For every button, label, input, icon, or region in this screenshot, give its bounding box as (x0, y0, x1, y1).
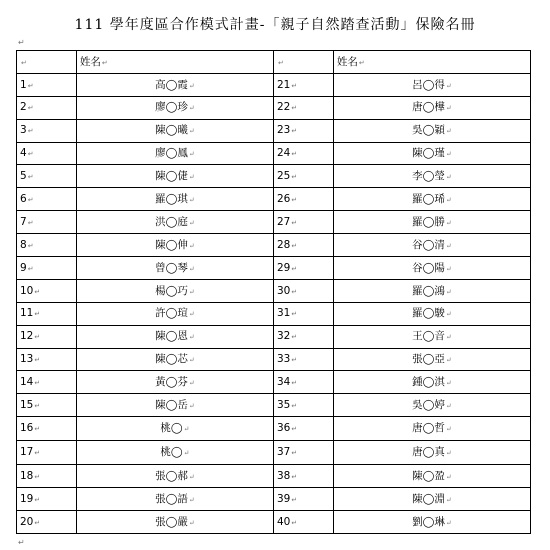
table-row (17, 96, 531, 119)
row-number-right: 33↵ (273, 348, 333, 371)
row-number-left: 8↵ (17, 234, 77, 257)
member-name-left: 桃◯↵ (76, 441, 273, 465)
row-number-left: 12↵ (17, 325, 77, 348)
cell-end-mark: ↵ (183, 449, 190, 458)
cell-end-mark: ↵ (445, 218, 452, 227)
cell-end-mark: ↵ (291, 518, 298, 527)
cell-end-mark: ↵ (291, 356, 298, 365)
cell-end-mark: ↵ (291, 333, 298, 342)
member-name-right: 陳◯盈↵ (333, 465, 530, 488)
cell-end-mark: ↵ (291, 379, 298, 388)
cell-end-mark: ↵ (188, 264, 195, 273)
member-name-right: 張◯亞↵ (333, 348, 530, 371)
row-number-left: 5↵ (17, 165, 77, 188)
cell-end-mark: ↵ (445, 379, 452, 388)
table-row (17, 279, 531, 302)
cell-end-mark: ↵ (291, 81, 298, 90)
cell-end-mark: ↵ (188, 472, 195, 481)
row-number-left: 4↵ (17, 142, 77, 165)
row-number-left: 1↵ (17, 73, 77, 96)
member-name-right: 鍾◯淇↵ (333, 371, 530, 394)
cell-end-mark: ↵ (27, 150, 34, 159)
member-name-left: 陳◯伸↵ (76, 234, 273, 257)
member-name-right: 呂◯得↵ (333, 73, 530, 96)
member-name-left: 羅◯琪↵ (76, 188, 273, 211)
cell-end-mark: ↵ (34, 518, 41, 527)
member-name-left: 陳◯恩↵ (76, 325, 273, 348)
row-number-right: 32↵ (273, 325, 333, 348)
cell-end-mark: ↵ (445, 81, 452, 90)
cell-end-mark: ↵ (188, 241, 195, 250)
cell-end-mark: ↵ (445, 356, 452, 365)
table-header-row (17, 51, 531, 74)
member-name-left: 陳◯芯↵ (76, 348, 273, 371)
member-name-right: 唐◯哲↵ (333, 417, 530, 441)
member-name-left: 曾◯琴↵ (76, 257, 273, 280)
row-number-left: 18↵ (17, 465, 77, 488)
table-row (17, 348, 531, 371)
row-number-left: 16↵ (17, 417, 77, 441)
member-name-left: 張◯嚴↵ (76, 510, 273, 533)
member-name-right: 羅◯勝↵ (333, 211, 530, 234)
cell-end-mark: ↵ (188, 150, 195, 159)
cell-end-mark: ↵ (27, 241, 34, 250)
table-row (17, 417, 531, 441)
row-number-right: 37↵ (273, 441, 333, 465)
cell-end-mark: ↵ (445, 173, 452, 182)
cell-end-mark: ↵ (188, 495, 195, 504)
cell-end-mark: ↵ (27, 81, 34, 90)
cell-end-mark: ↵ (291, 264, 298, 273)
cell-end-mark: ↵ (445, 287, 452, 296)
table-row (17, 488, 531, 511)
insurance-roster-table (16, 50, 531, 534)
table-row (17, 165, 531, 188)
row-number-right: 26↵ (273, 188, 333, 211)
member-name-left: 張◯郝↵ (76, 465, 273, 488)
row-number-right: 27↵ (273, 211, 333, 234)
member-name-left: 楊◯巧↵ (76, 279, 273, 302)
table-row (17, 257, 531, 280)
member-name-left: 廖◯鳳↵ (76, 142, 273, 165)
row-number-right: 35↵ (273, 394, 333, 417)
paragraph-mark: ↵ (18, 38, 25, 47)
header-number-cell-right (273, 51, 333, 74)
member-name-right: 劉◯琳↵ (333, 510, 530, 533)
member-name-right: 唐◯真↵ (333, 441, 530, 465)
cell-end-mark: ↵ (34, 472, 41, 481)
cell-end-mark: ↵ (34, 310, 41, 319)
table-row (17, 188, 531, 211)
cell-end-mark: ↵ (445, 402, 452, 411)
row-number-right: 39↵ (273, 488, 333, 511)
cell-end-mark: ↵ (188, 518, 195, 527)
cell-end-mark: ↵ (445, 104, 452, 113)
cell-end-mark: ↵ (291, 127, 298, 136)
cell-end-mark: ↵ (188, 218, 195, 227)
header-name-label-right: 姓名↵ (333, 51, 530, 74)
member-name-right: 谷◯陽↵ (333, 257, 530, 280)
table-row (17, 325, 531, 348)
row-number-right: 25↵ (273, 165, 333, 188)
member-name-right: 谷◯清↵ (333, 234, 530, 257)
table-row (17, 119, 531, 142)
cell-end-mark: ↵ (291, 402, 298, 411)
cell-end-mark: ↵ (188, 333, 195, 342)
cell-end-mark: ↵ (34, 425, 41, 434)
row-number-right: 36↵ (273, 417, 333, 441)
cell-end-mark: ↵ (21, 58, 27, 67)
cell-end-mark: ↵ (291, 449, 298, 458)
row-number-right: 30↵ (273, 279, 333, 302)
row-number-left: 7↵ (17, 211, 77, 234)
cell-end-mark: ↵ (27, 218, 34, 227)
cell-end-mark: ↵ (34, 356, 41, 365)
row-number-right: 34↵ (273, 371, 333, 394)
row-number-right: 24↵ (273, 142, 333, 165)
document-title: 111 學年度區合作模式計畫-「親子自然踏查活動」保險名冊 (74, 17, 476, 33)
cell-end-mark: ↵ (27, 104, 34, 113)
cell-end-mark: ↵ (445, 472, 452, 481)
member-name-left: 高◯霞↵ (76, 73, 273, 96)
cell-end-mark: ↵ (445, 127, 452, 136)
table-row (17, 465, 531, 488)
member-name-left: 廖◯珍↵ (76, 96, 273, 119)
cell-end-mark: ↵ (291, 196, 298, 205)
table-row (17, 142, 531, 165)
row-number-left: 2↵ (17, 96, 77, 119)
table-row (17, 73, 531, 96)
table-row (17, 302, 531, 325)
member-name-left: 陳◯倢↵ (76, 165, 273, 188)
member-name-left: 桃◯↵ (76, 417, 273, 441)
row-number-right: 31↵ (273, 302, 333, 325)
member-name-right: 李◯瑩↵ (333, 165, 530, 188)
row-number-left: 3↵ (17, 119, 77, 142)
cell-end-mark: ↵ (445, 241, 452, 250)
cell-end-mark: ↵ (27, 264, 34, 273)
cell-end-mark: ↵ (34, 449, 41, 458)
row-number-right: 23↵ (273, 119, 333, 142)
cell-end-mark: ↵ (445, 333, 452, 342)
cell-end-mark: ↵ (34, 402, 41, 411)
cell-end-mark: ↵ (188, 402, 195, 411)
row-number-left: 19↵ (17, 488, 77, 511)
cell-end-mark: ↵ (358, 58, 365, 67)
cell-end-mark: ↵ (277, 58, 284, 67)
member-name-right: 吳◯穎↵ (333, 119, 530, 142)
cell-end-mark: ↵ (188, 127, 195, 136)
member-name-right: 羅◯琋↵ (333, 188, 530, 211)
table-row (17, 211, 531, 234)
paragraph-mark: ↵ (18, 538, 25, 547)
table-row (17, 394, 531, 417)
row-number-left: 15↵ (17, 394, 77, 417)
member-name-right: 吳◯婷↵ (333, 394, 530, 417)
cell-end-mark: ↵ (291, 287, 298, 296)
cell-end-mark: ↵ (183, 425, 190, 434)
cell-end-mark: ↵ (188, 173, 195, 182)
cell-end-mark: ↵ (445, 196, 452, 205)
cell-end-mark: ↵ (291, 472, 298, 481)
cell-end-mark: ↵ (291, 104, 298, 113)
row-number-left: 13↵ (17, 348, 77, 371)
row-number-right: 21↵ (273, 73, 333, 96)
cell-end-mark: ↵ (27, 127, 34, 136)
cell-end-mark: ↵ (188, 287, 195, 296)
row-number-right: 29↵ (273, 257, 333, 280)
cell-end-mark: ↵ (291, 218, 298, 227)
cell-end-mark: ↵ (291, 425, 298, 434)
cell-end-mark: ↵ (27, 196, 34, 205)
cell-end-mark: ↵ (188, 81, 195, 90)
cell-end-mark: ↵ (27, 173, 34, 182)
member-name-left: 陳◯岳↵ (76, 394, 273, 417)
cell-end-mark: ↵ (445, 425, 452, 434)
header-number-cell-left (17, 51, 77, 74)
cell-end-mark: ↵ (101, 58, 108, 67)
table-row (17, 510, 531, 533)
member-name-right: 王◯音↵ (333, 325, 530, 348)
cell-end-mark: ↵ (188, 310, 195, 319)
member-name-right: 唐◯樺↵ (333, 96, 530, 119)
row-number-left: 11↵ (17, 302, 77, 325)
row-number-right: 28↵ (273, 234, 333, 257)
row-number-left: 20↵ (17, 510, 77, 533)
member-name-right: 羅◯駿↵ (333, 302, 530, 325)
cell-end-mark: ↵ (445, 150, 452, 159)
row-number-right: 22↵ (273, 96, 333, 119)
cell-end-mark: ↵ (445, 449, 452, 458)
cell-end-mark: ↵ (445, 495, 452, 504)
cell-end-mark: ↵ (34, 379, 41, 388)
row-number-left: 10↵ (17, 279, 77, 302)
table-row (17, 371, 531, 394)
row-number-left: 6↵ (17, 188, 77, 211)
cell-end-mark: ↵ (291, 310, 298, 319)
cell-end-mark: ↵ (34, 333, 41, 342)
table-row (17, 441, 531, 465)
row-number-right: 38↵ (273, 465, 333, 488)
member-name-left: 陳◯曦↵ (76, 119, 273, 142)
row-number-right: 40↵ (273, 510, 333, 533)
cell-end-mark: ↵ (34, 287, 41, 296)
cell-end-mark: ↵ (291, 495, 298, 504)
member-name-left: 張◯語↵ (76, 488, 273, 511)
cell-end-mark: ↵ (188, 379, 195, 388)
member-name-right: 羅◯鴻↵ (333, 279, 530, 302)
cell-end-mark: ↵ (34, 495, 41, 504)
cell-end-mark: ↵ (445, 264, 452, 273)
row-number-left: 9↵ (17, 257, 77, 280)
cell-end-mark: ↵ (445, 518, 452, 527)
header-name-label-left: 姓名↵ (76, 51, 273, 74)
member-name-left: 洪◯庭↵ (76, 211, 273, 234)
cell-end-mark: ↵ (188, 104, 195, 113)
cell-end-mark: ↵ (291, 173, 298, 182)
member-name-left: 許◯瑄↵ (76, 302, 273, 325)
row-number-left: 17↵ (17, 441, 77, 465)
cell-end-mark: ↵ (188, 356, 195, 365)
cell-end-mark: ↵ (291, 150, 298, 159)
member-name-right: 陳◯瑾↵ (333, 142, 530, 165)
row-number-left: 14↵ (17, 371, 77, 394)
cell-end-mark: ↵ (188, 196, 195, 205)
cell-end-mark: ↵ (445, 310, 452, 319)
member-name-right: 陳◯淵↵ (333, 488, 530, 511)
table-row (17, 234, 531, 257)
cell-end-mark: ↵ (291, 241, 298, 250)
member-name-left: 黃◯芬↵ (76, 371, 273, 394)
